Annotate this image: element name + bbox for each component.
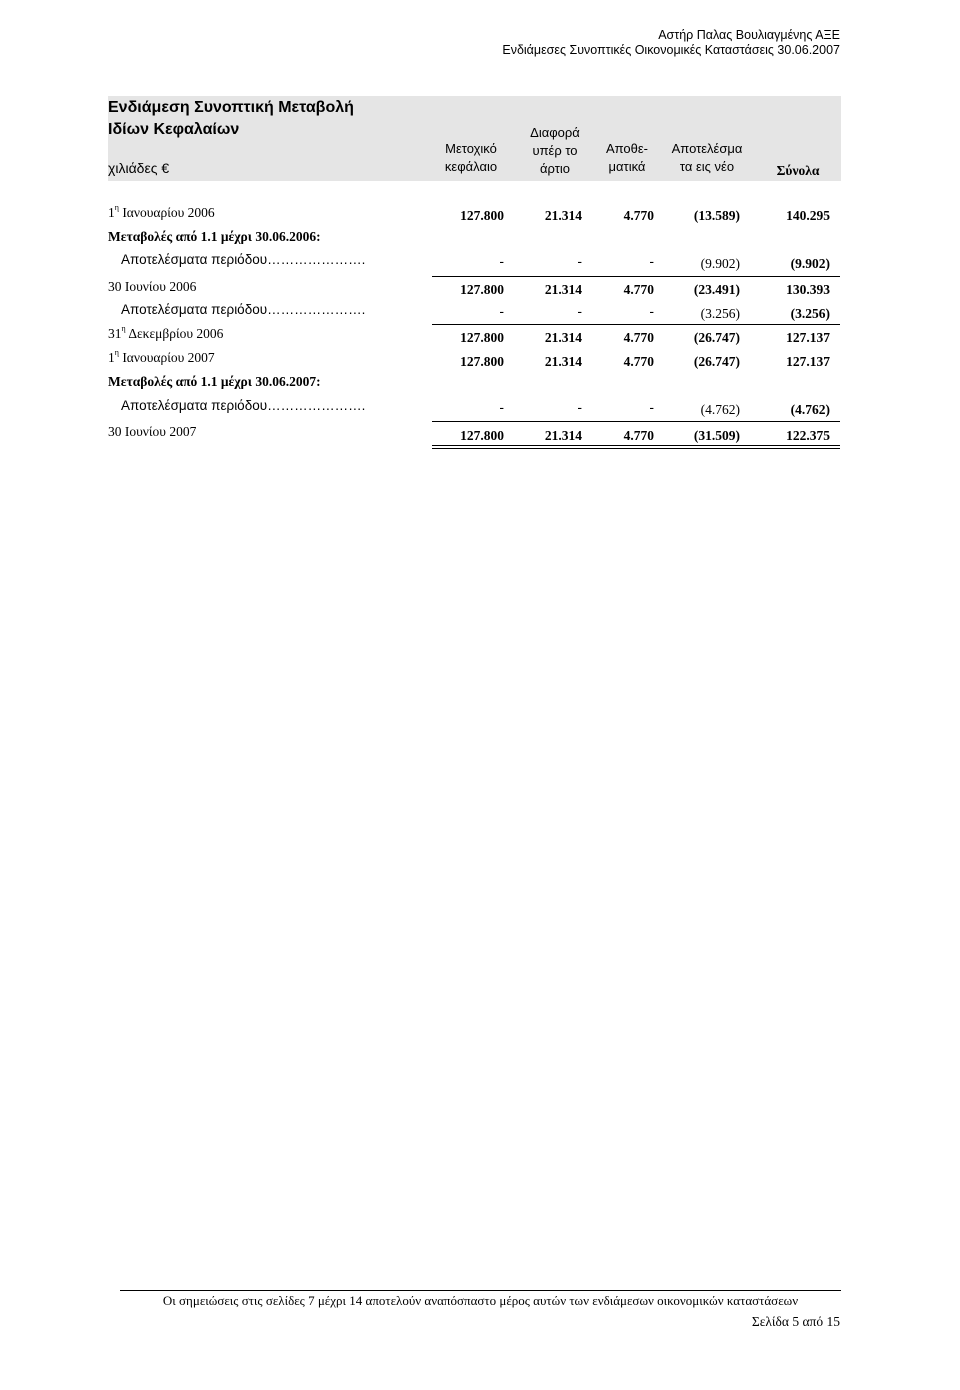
row-label-june-2006: 30 Ιουνίου 2006 [108, 279, 197, 294]
cell-total: (3.256) [790, 306, 830, 321]
cell-share-premium: 21.314 [544, 354, 582, 369]
row-label-period-results: Αποτελέσματα περιόδου…………………. [121, 252, 366, 267]
cell-share-premium: 21.314 [544, 282, 582, 297]
cell-total: 140.295 [786, 208, 830, 223]
cell-retained-earnings: (9.902) [700, 256, 740, 271]
cell-reserves: 4.770 [623, 282, 654, 297]
cell-share-capital: 127.800 [460, 282, 504, 297]
column-header-line: ματικά [608, 159, 646, 174]
subtotal-rule [432, 276, 840, 277]
cell-total: (9.902) [790, 256, 830, 271]
cell-total: (4.762) [790, 402, 830, 417]
row-label-jan-2006: $1^\eta$ Ιανουαρίου 2006 [108, 203, 215, 220]
cell-reserves: 4.770 [623, 330, 654, 345]
footer-note: Οι σημειώσεις στις σελίδες 7 μέχρι 14 αποτελούν αναπόσπαστο μέρος αυτών των ενδιάμεσων οικονομικών καταστάσεων [120, 1290, 841, 1309]
cell-total: 127.137 [786, 354, 830, 369]
cell-reserves: - [649, 253, 654, 269]
cell-retained-earnings: (3.256) [700, 306, 740, 321]
cell-reserves: 4.770 [623, 428, 654, 443]
total-double-rule-bottom [432, 448, 840, 449]
cell-total: 127.137 [786, 330, 830, 345]
column-header-line: κεφάλαιο [444, 159, 498, 174]
document-subtitle: Ενδιάμεσες Συνοπτικές Οικονομικές Καταστάσεις 30.06.2007 [502, 43, 840, 57]
cell-share-capital: - [499, 399, 504, 415]
cell-reserves: 4.770 [623, 208, 654, 223]
cell-reserves: 4.770 [623, 354, 654, 369]
column-header-reserves [592, 140, 662, 176]
cell-retained-earnings: (26.747) [693, 330, 740, 345]
row-label-jan-2007: $1^\eta$ Ιανουαρίου 2007 [108, 348, 215, 365]
cell-total: 130.393 [786, 282, 830, 297]
row-label-period-results: Αποτελέσματα περιόδου…………………. [121, 398, 366, 413]
row-label-june-2007: 30 Ιουνίου 2007 [108, 424, 197, 439]
row-label-dec-2006: $31^\eta$ Δεκεμβρίου 2006 [108, 324, 224, 341]
cell-retained-earnings: (4.762) [700, 402, 740, 417]
cell-share-capital: 127.800 [460, 330, 504, 345]
cell-retained-earnings: (31.509) [693, 428, 740, 443]
cell-share-premium: - [577, 399, 582, 415]
cell-share-capital: 127.800 [460, 208, 504, 223]
cell-total: 122.375 [786, 428, 830, 443]
column-header-line: άρτιο [540, 161, 570, 176]
column-header-line: τα εις νέο [679, 159, 735, 174]
cell-share-capital: 127.800 [460, 428, 504, 443]
column-header-share-capital [432, 140, 510, 176]
row-label-period-results: Αποτελέσματα περιόδου…………………. [121, 302, 366, 317]
column-header-share-premium [515, 124, 595, 178]
cell-share-capital: - [499, 253, 504, 269]
column-header-line: Αποθε- [605, 141, 649, 156]
units-label: χιλιάδες € [108, 160, 170, 176]
subtotal-rule [432, 421, 840, 422]
statement-title-line2: Ιδίων Κεφαλαίων [108, 121, 240, 138]
total-double-rule-top [432, 445, 840, 446]
cell-reserves: - [649, 303, 654, 319]
row-label-changes-2006: Μεταβολές από 1.1 μέχρι 30.06.2006: [108, 229, 321, 244]
company-name: Αστήρ Παλας Βουλιαγμένης ΑΞΕ [658, 28, 840, 42]
cell-share-capital: - [499, 303, 504, 319]
column-header-line: Μετοχικό [445, 141, 497, 156]
cell-share-premium: 21.314 [544, 428, 582, 443]
cell-share-premium: - [577, 253, 582, 269]
column-header-totals: Σύνολα [776, 163, 820, 178]
column-header-line: υπέρ το [532, 143, 578, 158]
cell-share-capital: 127.800 [460, 354, 504, 369]
statement-title-line1: Ενδιάμεση Συνοπτική Μεταβολή [108, 99, 354, 116]
column-header-line: Διαφορά [530, 125, 580, 140]
cell-share-premium: - [577, 303, 582, 319]
column-header-line: Αποτελέσμα [671, 141, 743, 156]
page-number: Σελίδα 5 από 15 [751, 1314, 840, 1329]
cell-share-premium: 21.314 [544, 330, 582, 345]
cell-reserves: - [649, 399, 654, 415]
subtotal-rule [432, 324, 840, 325]
cell-share-premium: 21.314 [544, 208, 582, 223]
cell-retained-earnings: (23.491) [693, 282, 740, 297]
column-header-retained-earnings [662, 140, 752, 176]
cell-retained-earnings: (26.747) [693, 354, 740, 369]
cell-retained-earnings: (13.589) [693, 208, 740, 223]
row-label-changes-2007: Μεταβολές από 1.1 μέχρι 30.06.2007: [108, 374, 321, 389]
